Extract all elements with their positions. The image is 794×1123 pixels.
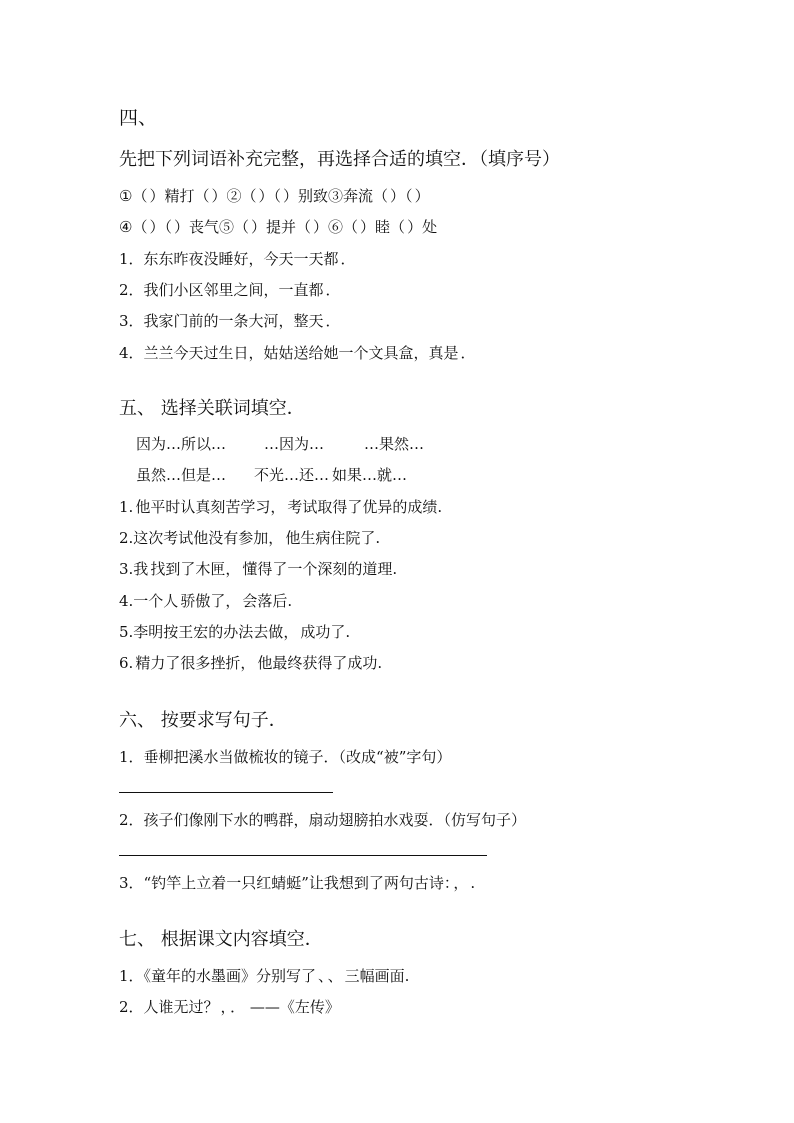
section-7-title: 七、 根据课文内容填空．: [119, 929, 323, 950]
s4-question-1: 1．东东昨夜没睡好，今天一天都 ．: [119, 250, 356, 268]
idiom-row-2: ④（ ）（ ）丧气⑤（ ）提并（ ）⑥（ ）睦（ ）处: [119, 218, 438, 236]
s7-question-2: 2．人谁无过？ ， ． ——《左传》: [119, 998, 340, 1016]
s6-question-1: 1．垂柳把溪水当做梳妆的镜子．（改成“被”字句）: [119, 748, 452, 766]
s5-question-5: 5.李明按王宏的办法去做， 成功了.: [119, 623, 351, 641]
s4-question-4: 4．兰兰今天过生日，姑姑送给她一个文具盒，真是 ．: [119, 344, 476, 362]
conjunction-option: 不光…还…: [254, 466, 330, 484]
s5-question-1: 1. 他平时认真刻苦学习， 考试取得了优异的成绩.: [119, 498, 443, 516]
conjunction-option: 如果…就…: [332, 466, 408, 484]
conjunction-option: …果然…: [364, 435, 425, 453]
s4-question-2: 2．我们小区邻里之间，一直都 ．: [119, 281, 341, 299]
s5-question-2: 2.这次考试他没有参加， 他生病住院了.: [119, 529, 381, 547]
idiom-row-1: ①（ ）精打（ ）②（ ）（ ）别致③奔流（ ）（ ）: [119, 187, 430, 205]
conjunction-option: 虽然…但是…: [136, 466, 227, 484]
s5-question-3: 3.我 找到了木匣， 懂得了一个深刻的道理.: [119, 560, 398, 578]
conjunction-row-1: [136, 434, 424, 454]
s4-question-3: 3．我家门前的一条大河，整天 ．: [119, 312, 341, 330]
conjunction-option: 因为…所以…: [136, 435, 227, 453]
answer-line[interactable]: [119, 792, 333, 793]
s5-question-4: 4.一个人 骄傲了， 会落后.: [119, 592, 293, 610]
conjunction-row-2: [136, 465, 407, 485]
answer-line[interactable]: [119, 855, 487, 856]
section-4-title: 四、: [119, 107, 158, 129]
s5-question-6: 6. 精力了很多挫折， 他最终获得了成功.: [119, 654, 383, 672]
section-6-title: 六、 按要求写句子．: [119, 710, 287, 731]
s7-question-1: 1．《童年的水墨画》分别写了 、 、 三幅画面.: [119, 967, 410, 985]
section-4-instruction: 先把下列词语补充完整，再选择合适的填空．（填序号）: [119, 149, 560, 170]
s6-question-3: 3．“钓竿上立着一只红蜻蜓”让我想到了两句古诗： ， .: [119, 874, 476, 892]
s6-question-2: 2．孩子们像刚下水的鸭群，扇动翅膀拍水戏耍．（仿写句子）: [119, 811, 527, 829]
conjunction-option: …因为…: [264, 435, 325, 453]
section-5-title: 五、 选择关联词填空．: [119, 398, 305, 419]
